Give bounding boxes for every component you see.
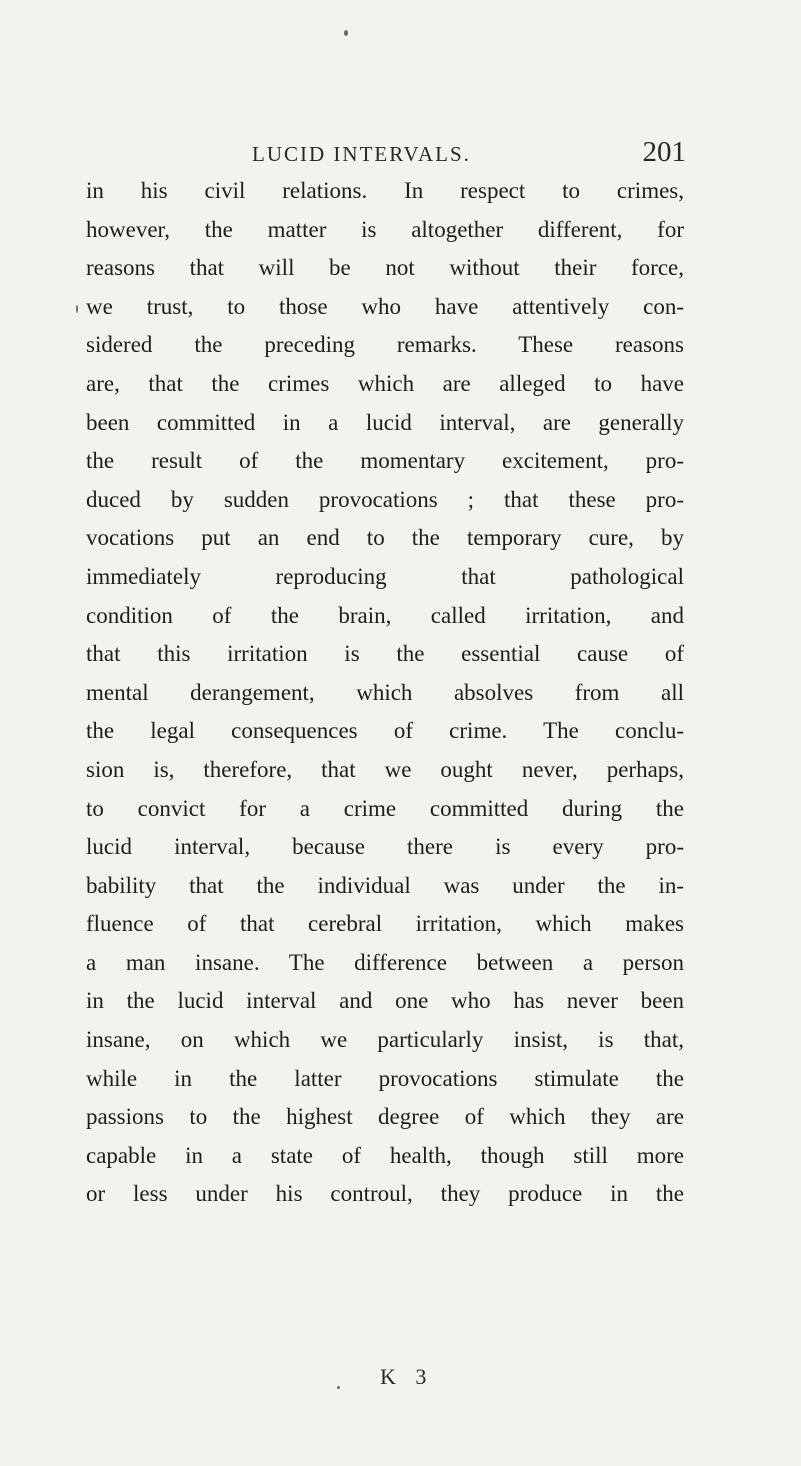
page-header <box>86 136 686 176</box>
paper-speck <box>76 305 78 313</box>
text-line: however, the matter is altogether different, for <box>86 216 684 242</box>
text-line: while in the latter provocations stimulate the <box>86 1065 684 1091</box>
text-line: insane, on which we particularly insist, is that, <box>86 1027 684 1053</box>
text-line: sion is, therefore, that we ought never, perhaps, <box>86 756 684 782</box>
text-line: mental derangement, which absolves from all <box>86 679 684 705</box>
text-line: capable in a state of health, though still more <box>86 1142 684 1168</box>
page-number: 201 <box>642 136 686 168</box>
text-line: sidered the preceding remarks. These reasons <box>86 332 684 358</box>
text-line: that this irritation is the essential cause of <box>86 641 684 667</box>
text-line: been committed in a lucid interval, are generally <box>86 409 684 435</box>
text-line: passions to the highest degree of which they are <box>86 1104 684 1130</box>
text-line: in the lucid interval and one who has never been <box>86 988 684 1014</box>
text-line: vocations put an end to the temporary cure, by <box>86 525 684 551</box>
text-line: in his civil relations. In respect to crimes, <box>86 178 684 203</box>
text-line: we trust, to those who have attentively con- <box>86 293 684 319</box>
text-line: duced by sudden provocations ; that these pro- <box>86 486 684 512</box>
text-line: lucid interval, because there is every pro- <box>86 834 684 860</box>
text-line: to convict for a crime committed during the <box>86 795 684 821</box>
paper-speck <box>344 30 348 36</box>
signature-mark: K 3 <box>380 1364 434 1389</box>
text-line: reasons that will be not without their force, <box>86 255 684 281</box>
text-line: fluence of that cerebral irritation, which makes <box>86 911 684 937</box>
text-line: or less under his controul, they produce in the <box>86 1181 684 1207</box>
running-head: LUCID INTERVALS. <box>252 142 471 166</box>
text-line: a man insane. The difference between a person <box>86 949 684 975</box>
text-line: immediately reproducing that pathological <box>86 563 684 589</box>
text-line: are, that the crimes which are alleged to have <box>86 370 684 396</box>
text-line: condition of the brain, called irritation, and <box>86 602 684 628</box>
text-line: the result of the momentary excitement, pro- <box>86 448 684 474</box>
text-line: bability that the individual was under the in- <box>86 872 684 898</box>
paper-speck <box>337 1386 340 1389</box>
text-line: the legal consequences of crime. The conclu- <box>86 718 684 744</box>
body-text <box>86 172 684 1214</box>
